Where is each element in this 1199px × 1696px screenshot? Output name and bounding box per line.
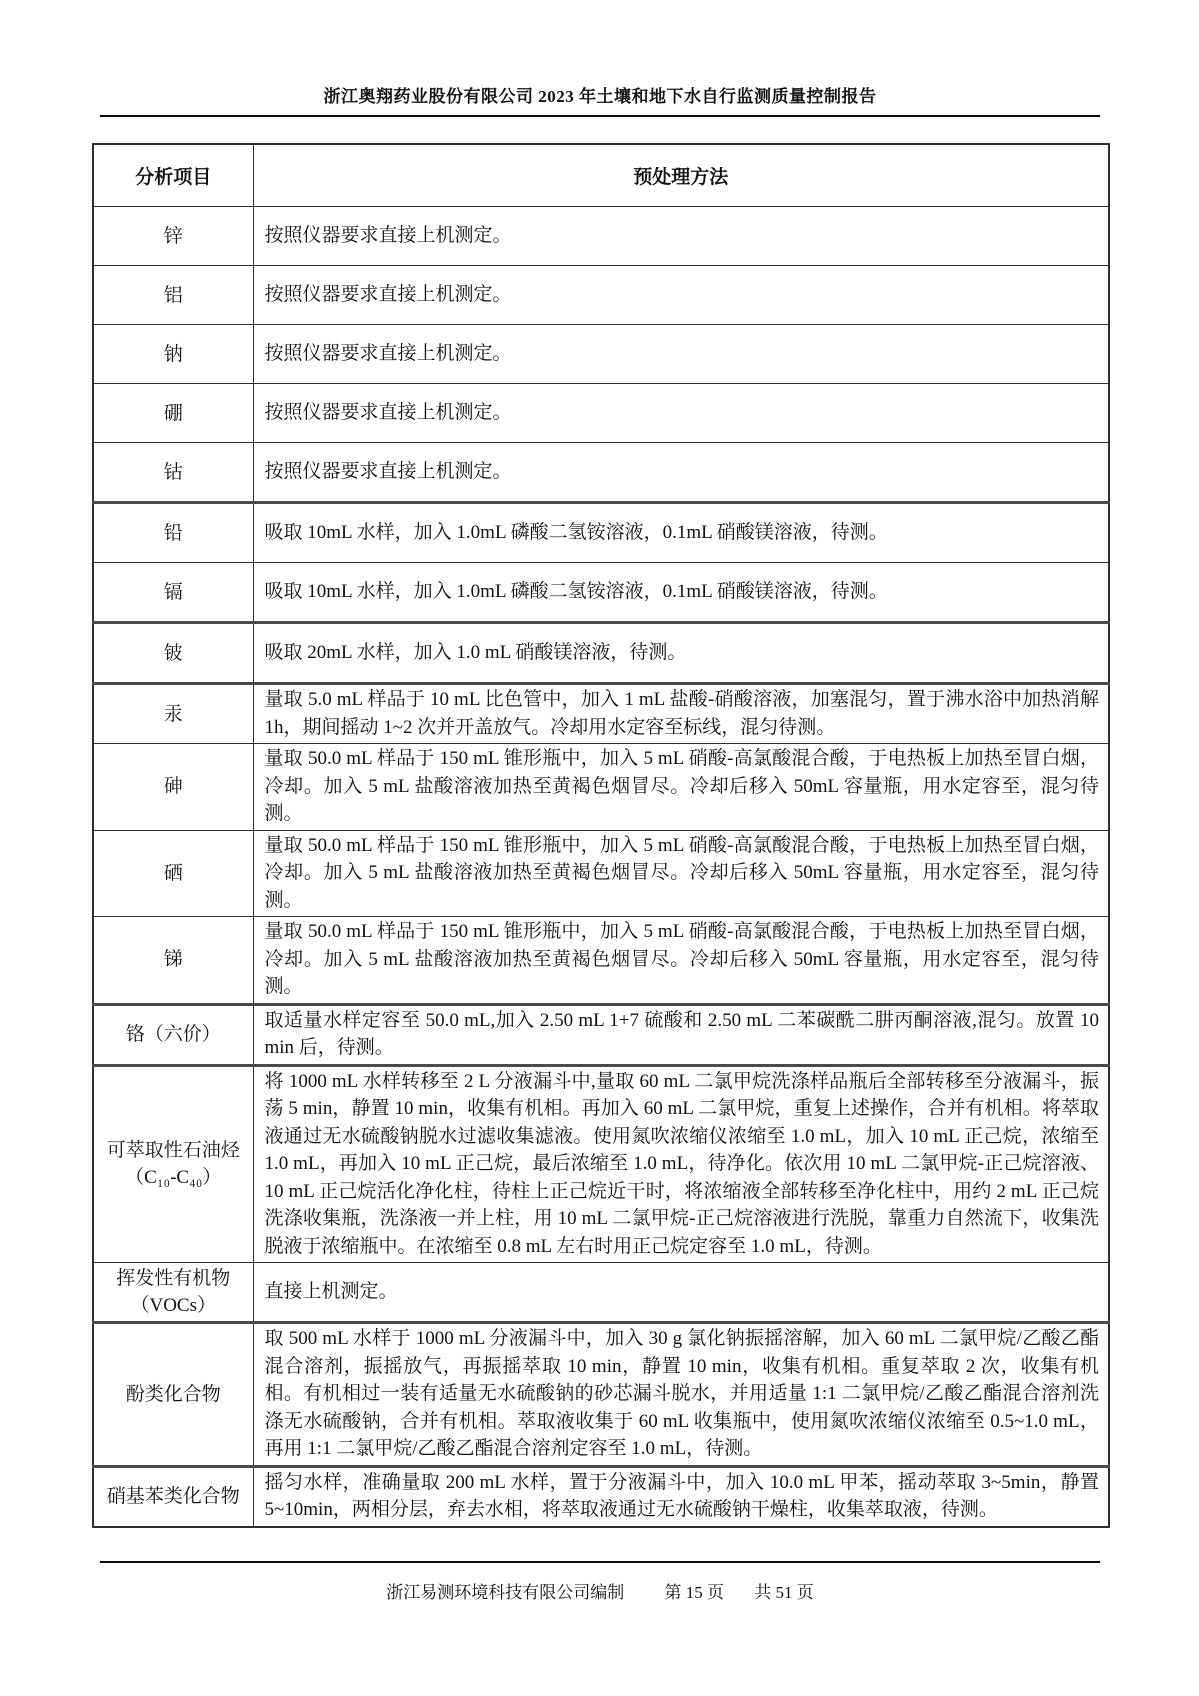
pretreatment-method: 按照仪器要求直接上机测定。 bbox=[253, 207, 1109, 266]
pretreatment-method: 取适量水样定容至 50.0 mL,加入 2.50 mL 1+7 硫酸和 2.50 mL 二苯碳酰二肼丙酮溶液,混匀。放置 10 min 后，待测。 bbox=[253, 1004, 1109, 1065]
pretreatment-method: 摇匀水样，准确量取 200 mL 水样，置于分液漏斗中，加入 10.0 mL 甲苯，摇动萃取 3~5min，静置 5~10min，两相分层，弃去水相，将萃取液通过无水硫酸钠干燥柱，收集萃取液，待测。 bbox=[253, 1466, 1109, 1527]
analysis-item: 锌 bbox=[93, 207, 253, 266]
pretreatment-method: 按照仪器要求直接上机测定。 bbox=[253, 443, 1109, 503]
table-row bbox=[93, 1004, 1109, 1065]
analysis-item: 硼 bbox=[93, 384, 253, 443]
pretreatment-table-container bbox=[92, 143, 1110, 1528]
pretreatment-method: 将 1000 mL 水样转移至 2 L 分液漏斗中,量取 60 mL 二氯甲烷洗涤样品瓶后全部转移至分液漏斗，振荡 5 min，静置 10 min，收集有机相。再加入 60 mL 二氯甲烷，重复上述操作，合并有机相。将萃取液通过无水硫酸钠脱水过滤收集滤液。使用氮吹浓缩仪浓缩至 1.0 mL，加入 10 mL 正己烷，浓缩至 1.0 mL，再加入 10 mL 正己烷，最后浓缩至 1.0 mL，待净化。依次用 10 mL 二氯甲烷-正己烷溶液、10 mL 正己烷活化净化柱，待柱上正己烷近干时，将浓缩液全部转移至净化柱中，用约 2 mL 正己烷洗涤收集瓶，洗涤液一并上柱，用 10 mL 二氯甲烷-正己烷溶液进行洗脱，靠重力自然流下，收集洗脱液于浓缩瓶中。在浓缩至 0.8 mL 左右时用正己烷定容至 1.0 mL，待测。 bbox=[253, 1065, 1109, 1263]
table-row bbox=[93, 1263, 1109, 1323]
pretreatment-method: 直接上机测定。 bbox=[253, 1263, 1109, 1323]
pretreatment-method: 按照仪器要求直接上机测定。 bbox=[253, 266, 1109, 325]
pretreatment-method: 量取 50.0 mL 样品于 150 mL 锥形瓶中，加入 5 mL 硝酸-高氯酸混合酸，于电热板上加热至冒白烟，冷却。加入 5 mL 盐酸溶液加热至黄褐色烟冒尽。冷却后移入 50mL 容量瓶，用水定容至，混匀待测。 bbox=[253, 830, 1109, 917]
table-row bbox=[93, 325, 1109, 384]
analysis-item: 镉 bbox=[93, 563, 253, 623]
table-row bbox=[93, 1065, 1109, 1263]
analysis-item: 硒 bbox=[93, 830, 253, 917]
table-row bbox=[93, 917, 1109, 1005]
table-row bbox=[93, 503, 1109, 563]
pretreatment-method: 按照仪器要求直接上机测定。 bbox=[253, 384, 1109, 443]
analysis-item: 铅 bbox=[93, 503, 253, 563]
page-header bbox=[100, 82, 1100, 117]
table-row bbox=[93, 443, 1109, 503]
table-row bbox=[93, 266, 1109, 325]
pretreatment-method: 取 500 mL 水样于 1000 mL 分液漏斗中，加入 30 g 氯化钠振摇溶解，加入 60 mL 二氯甲烷/乙酸乙酯混合溶剂，振摇放气，再振摇萃取 10 min，静置 10 min，收集有机相。重复萃取 2 次，收集有机相。有机相过一装有适量无水硫酸钠的砂芯漏斗脱水，并用适量 1:1 二氯甲烷/乙酸乙酯混合溶剂洗涤无水硫酸钠，合并有机相。萃取液收集于 60 mL 收集瓶中，使用氮吹浓缩仪浓缩至 0.5~1.0 mL，再用 1:1 二氯甲烷/乙酸乙酯混合溶剂定容至 1.0 mL，待测。 bbox=[253, 1323, 1109, 1467]
analysis-item: 汞 bbox=[93, 684, 253, 744]
pretreatment-method: 吸取 10mL 水样，加入 1.0mL 磷酸二氢铵溶液，0.1mL 硝酸镁溶液，待测。 bbox=[253, 563, 1109, 623]
analysis-item: 铬（六价） bbox=[93, 1004, 253, 1065]
pretreatment-method: 吸取 10mL 水样，加入 1.0mL 磷酸二氢铵溶液，0.1mL 硝酸镁溶液，待测。 bbox=[253, 503, 1109, 563]
analysis-item: 硝基苯类化合物 bbox=[93, 1466, 253, 1527]
analysis-item: 酚类化合物 bbox=[93, 1323, 253, 1467]
pretreatment-table-body bbox=[93, 207, 1109, 1527]
table-row bbox=[93, 384, 1109, 443]
table-row bbox=[93, 1323, 1109, 1467]
table-row bbox=[93, 830, 1109, 917]
pretreatment-method: 量取 50.0 mL 样品于 150 mL 锥形瓶中，加入 5 mL 硝酸-高氯酸混合酸，于电热板上加热至冒白烟，冷却。加入 5 mL 盐酸溶液加热至黄褐色烟冒尽。冷却后移入 50mL 容量瓶，用水定容至，混匀待测。 bbox=[253, 744, 1109, 831]
table-header-row bbox=[93, 144, 1109, 207]
footer-total-pages: 共 51 页 bbox=[754, 1583, 814, 1602]
pretreatment-method: 吸取 20mL 水样，加入 1.0 mL 硝酸镁溶液，待测。 bbox=[253, 623, 1109, 684]
analysis-item: 铍 bbox=[93, 623, 253, 684]
analysis-item: 钴 bbox=[93, 443, 253, 503]
table-row bbox=[93, 207, 1109, 266]
pretreatment-method: 量取 50.0 mL 样品于 150 mL 锥形瓶中，加入 5 mL 硝酸-高氯酸混合酸，于电热板上加热至冒白烟，冷却。加入 5 mL 盐酸溶液加热至黄褐色烟冒尽。冷却后移入 50mL 容量瓶，用水定容至，混匀待测。 bbox=[253, 917, 1109, 1005]
table-row bbox=[93, 1466, 1109, 1527]
analysis-item: 挥发性有机物（VOCs） bbox=[93, 1263, 253, 1323]
column-header-analysis-item: 分析项目 bbox=[93, 144, 253, 207]
table-row bbox=[93, 623, 1109, 684]
pretreatment-method: 按照仪器要求直接上机测定。 bbox=[253, 325, 1109, 384]
analysis-item: 钠 bbox=[93, 325, 253, 384]
analysis-item: 可萃取性石油烃（C₁₀-C₄₀） bbox=[93, 1065, 253, 1263]
pretreatment-method: 量取 5.0 mL 样品于 10 mL 比色管中，加入 1 mL 盐酸-硝酸溶液，加塞混匀，置于沸水浴中加热消解 1h，期间摇动 1~2 次并开盖放气。冷却用水定容至标线，混匀待测。 bbox=[253, 684, 1109, 744]
analysis-item: 锑 bbox=[93, 917, 253, 1005]
column-header-pretreatment-method: 预处理方法 bbox=[253, 144, 1109, 207]
report-title: 浙江奥翔药业股份有限公司 2023 年土壤和地下水自行监测质量控制报告 bbox=[323, 87, 877, 106]
page-footer bbox=[100, 1561, 1100, 1603]
table-row bbox=[93, 744, 1109, 831]
analysis-item: 砷 bbox=[93, 744, 253, 831]
footer-page-number: 第 15 页 bbox=[664, 1583, 724, 1602]
pretreatment-table bbox=[92, 143, 1110, 1528]
footer-company: 浙江易测环境科技有限公司编制 bbox=[386, 1583, 625, 1602]
table-row bbox=[93, 563, 1109, 623]
table-row bbox=[93, 684, 1109, 744]
analysis-item: 铝 bbox=[93, 266, 253, 325]
